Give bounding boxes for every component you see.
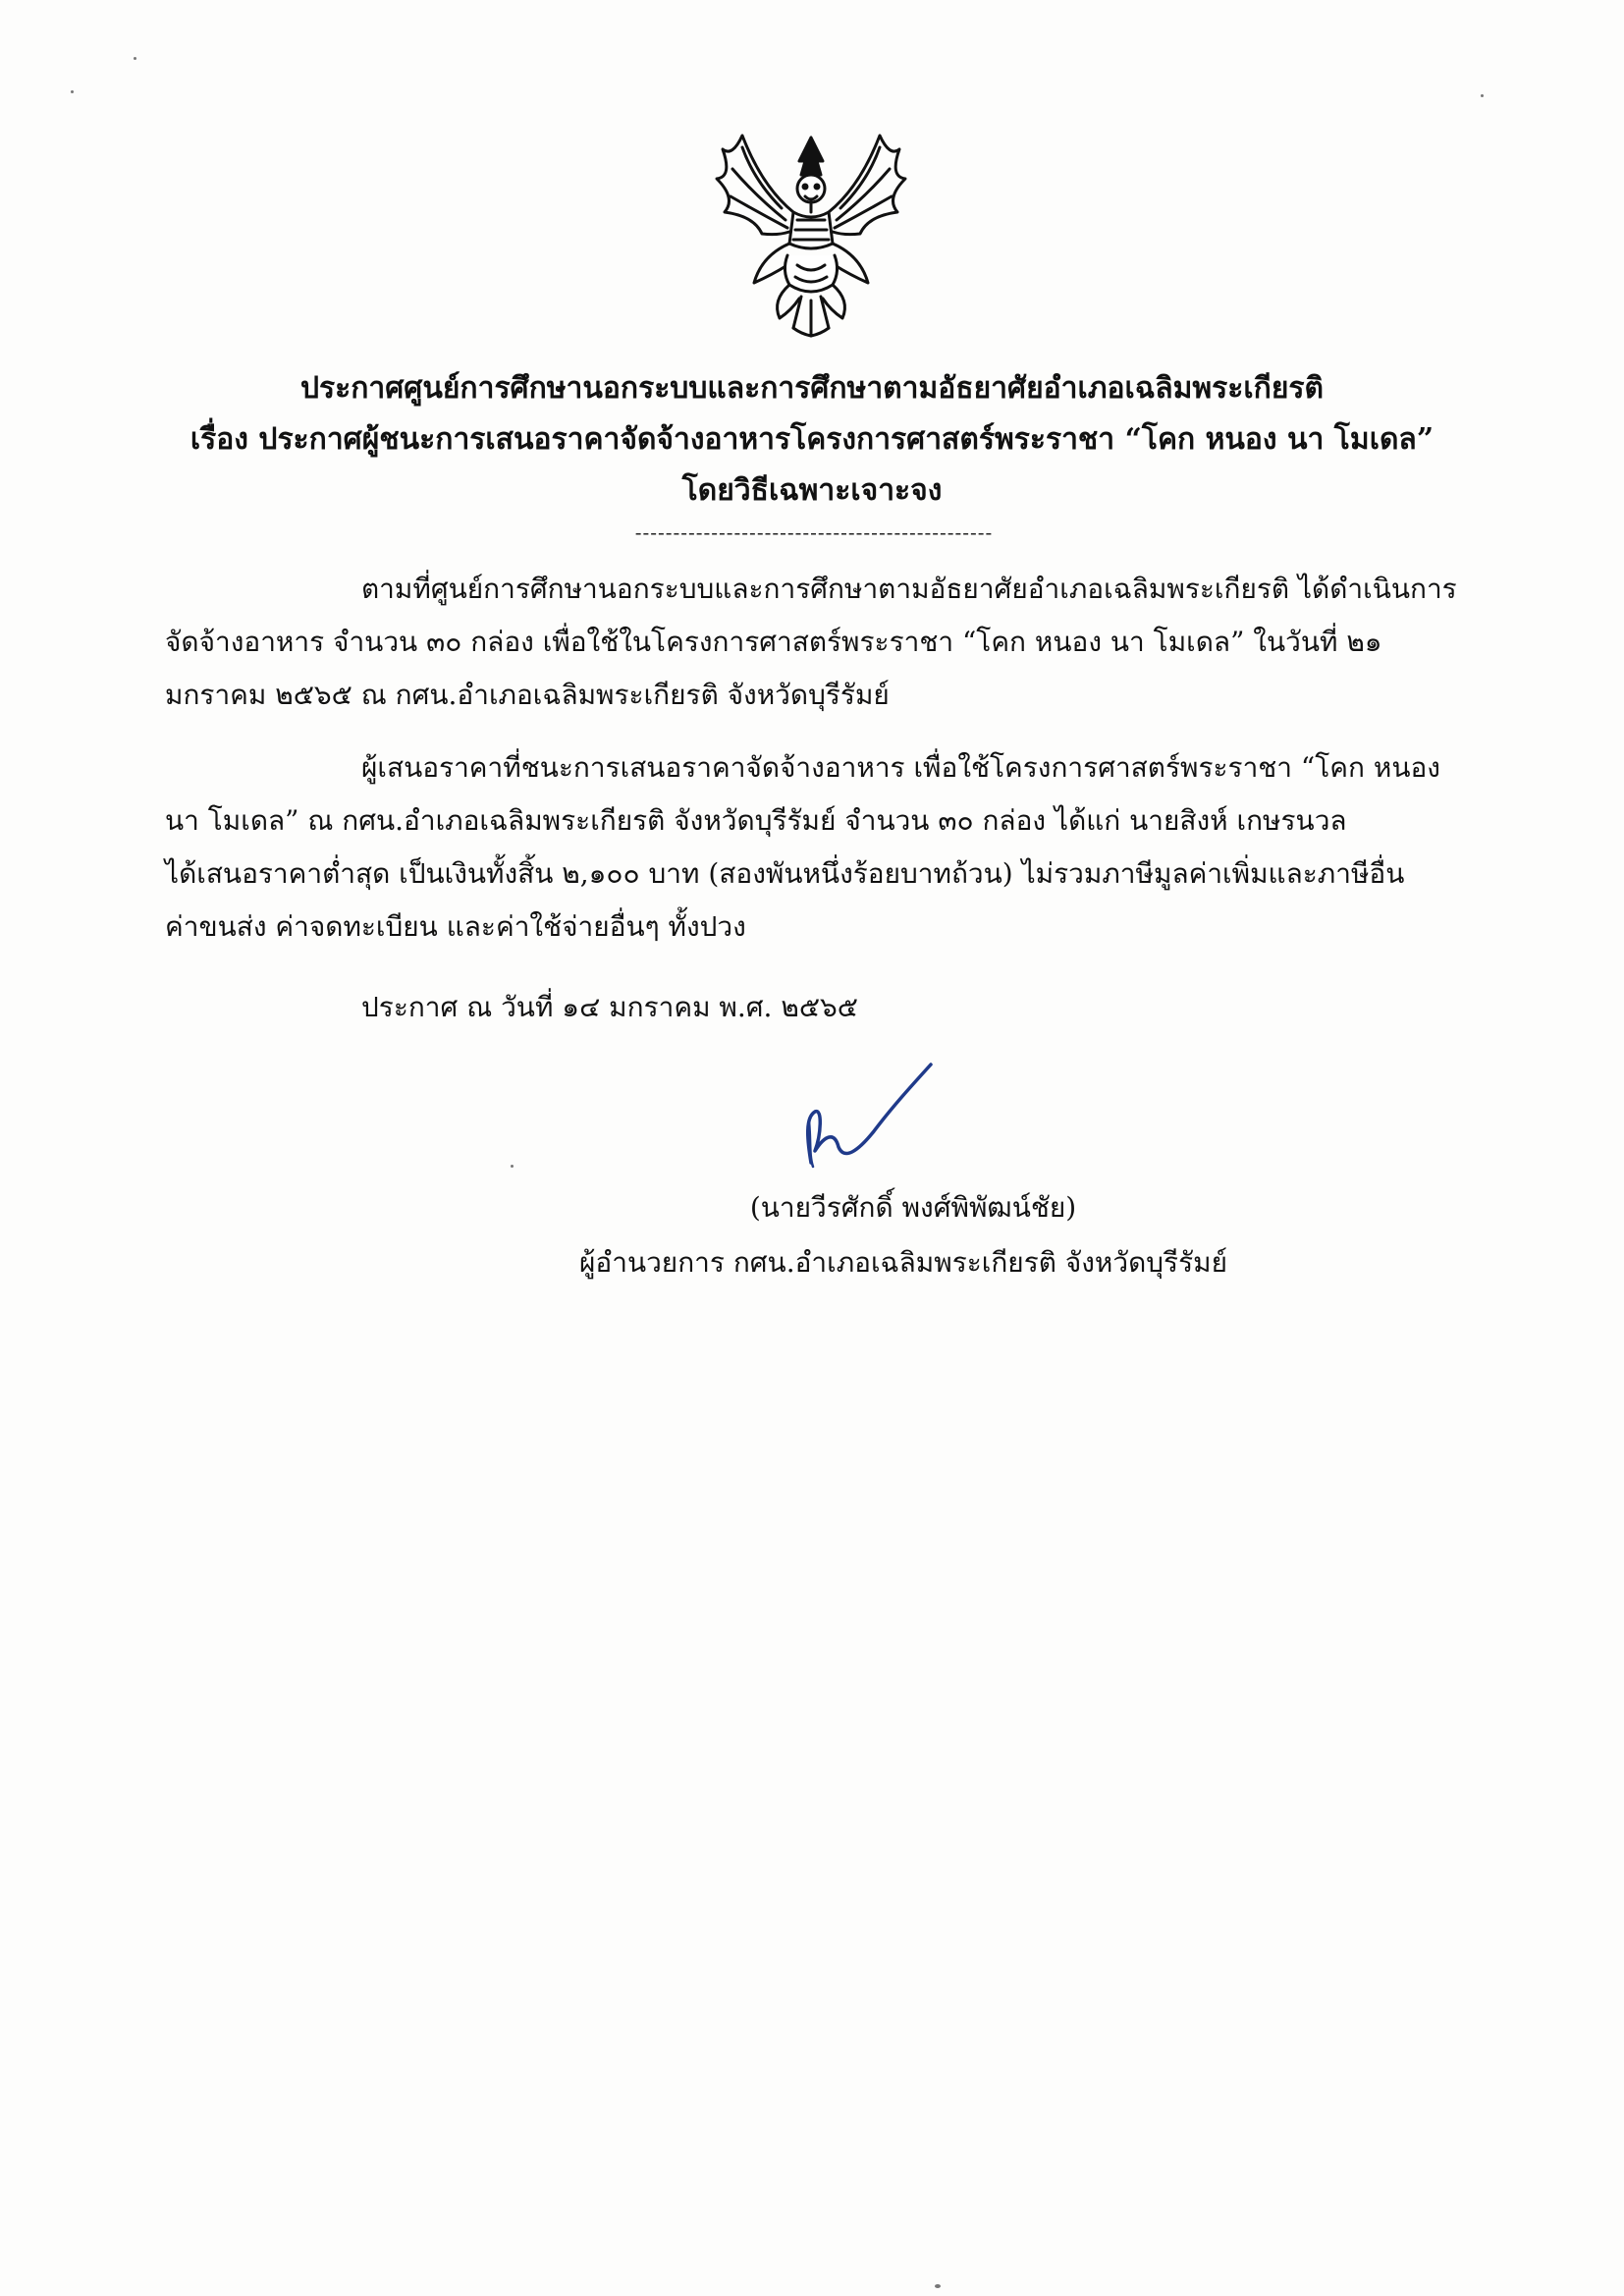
scan-speck [134, 57, 136, 60]
paragraph-2-line-4: ค่าขนส่ง ค่าจดทะเบียน และค่าใช้จ่ายอื่นๆ ทั้งปวง [165, 910, 746, 943]
announcement-date: ประกาศ ณ วันที่ ๑๔ มกราคม พ.ศ. ๒๕๖๕ [361, 991, 858, 1023]
announcement-method: โดยวิธีเฉพาะเจาะจง [681, 473, 943, 508]
paragraph-1-line-3: มกราคม ๒๕๖๕ ณ กศน.อำเภอเฉลิมพระเกียรติ จังหวัดบุรีรัมย์ [165, 679, 890, 711]
paragraph-1-line-2: จัดจ้างอาหาร จำนวน ๓๐ กล่อง เพื่อใช้ในโครงการศาสตร์พระราชา “โคก หนอง นา โมเดล” ในวันที่ ๒๑ [165, 626, 1382, 658]
divider-line: ----------------------------------------------- [634, 520, 994, 544]
scan-speck [1481, 94, 1484, 97]
scan-speck [511, 1165, 514, 1168]
paragraph-1-line-1: ตามที่ศูนย์การศึกษานอกระบบและการศึกษาตามอัธยาศัยอำเภอเฉลิมพระเกียรติ ได้ดำเนินการ [361, 573, 1457, 605]
signatory-name: (นายวีรศักดิ์ พงศ์พิพัฒน์ชัย) [749, 1191, 1077, 1224]
signatory-title: ผู้อำนวยการ กศน.อำเภอเฉลิมพระเกียรติ จังหวัดบุรีรัมย์ [579, 1246, 1227, 1279]
paragraph-2-line-2: นา โมเดล” ณ กศน.อำเภอเฉลิมพระเกียรติ จังหวัดบุรีรัมย์ จำนวน ๓๐ กล่อง ได้แก่ นายสิงห์ เกษรนวล [165, 804, 1347, 837]
scan-speck [935, 2284, 941, 2288]
paragraph-2-line-3: ได้เสนอราคาต่ำสุด เป็นเงินทั้งสิ้น ๒,๑๐๐ บาท (สองพันหนึ่งร้อยบาทถ้วน) ไม่รวมภาษีมูลค่าเพิ่มและภาษีอื่น [165, 857, 1405, 890]
handwritten-signature [785, 1053, 943, 1180]
scan-speck [71, 90, 74, 93]
announcement-title: ประกาศศูนย์การศึกษานอกระบบและการศึกษาตามอัธยาศัยอำเภอเฉลิมพระเกียรติ [299, 371, 1325, 406]
paragraph-2-line-1: ผู้เสนอราคาที่ชนะการเสนอราคาจัดจ้างอาหาร เพื่อใช้โครงการศาสตร์พระราชา “โคก หนอง [361, 751, 1440, 784]
garuda-emblem-icon [703, 118, 919, 342]
announcement-subject: เรื่อง ประกาศผู้ชนะการเสนอราคาจัดจ้างอาหารโครงการศาสตร์พระราชา “โคก หนอง นา โมเดล” [189, 422, 1435, 457]
